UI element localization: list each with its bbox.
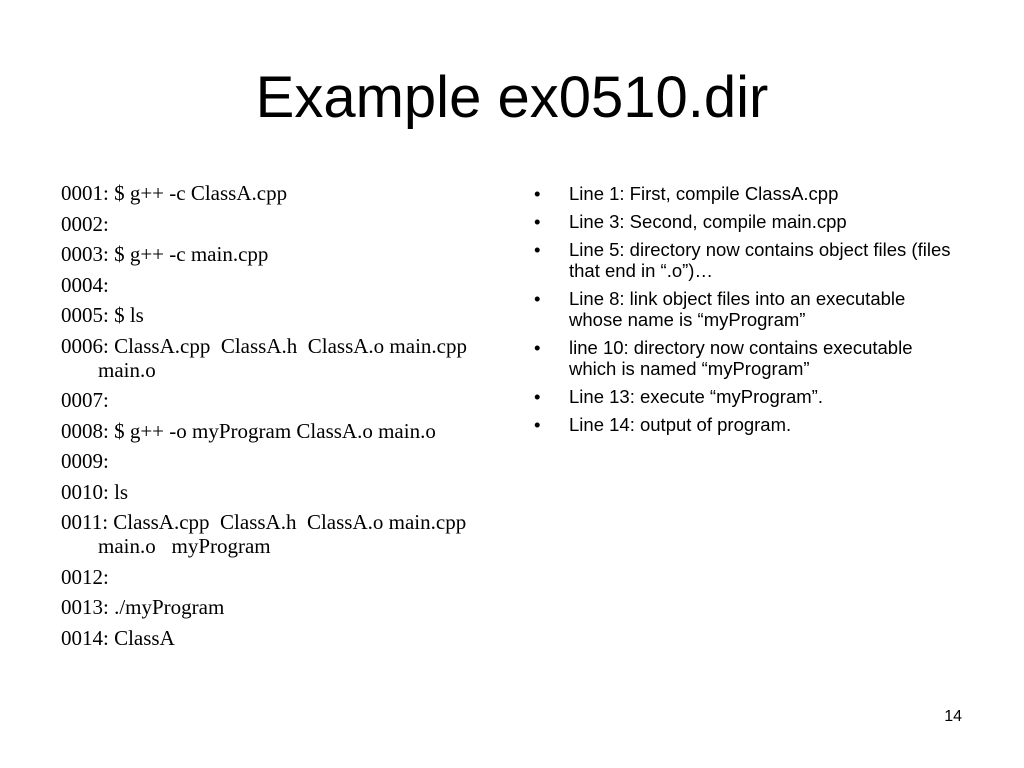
explanation-item [534,414,954,435]
explanation-text: Line 14: output of program. [569,414,792,435]
code-line: 0010: ls [61,479,129,504]
explanation-item [534,183,954,204]
code-listing [61,181,491,656]
bullet-icon: • [534,414,541,435]
code-line: 0002: [61,211,109,236]
code-line: 0003: $ g++ -c main.cpp [61,242,269,266]
code-line: 0011: ClassA.cpp ClassA.h ClassA.o main.cpp main.o myProgram [61,510,477,558]
code-line: 0007: [61,388,109,412]
code-line: 0012: [61,564,109,589]
code-line: 0013: ./myProgram [61,595,225,619]
code-line: 0014: ClassA [61,625,175,650]
code-line: 0001: $ g++ -c ClassA.cpp [61,181,288,205]
explanation-item [534,386,954,407]
bullet-icon: • [534,211,541,232]
explanation-text: Line 3: Second, compile main.cpp [569,211,847,232]
explanation-item [534,288,954,330]
page-number: 14 [944,708,962,725]
code-line: 0009: [61,449,109,473]
explanation-text: Line 8: link object files into an executable whose name is “myProgram” [569,288,906,330]
explanation-item [534,239,954,281]
code-line: 0004: [61,272,109,297]
explanation-text: Line 5: directory now contains object files (files that end in “.o”)… [569,239,951,281]
slide-title: Example ex0510.dir [255,65,769,130]
bullet-icon: • [534,239,541,260]
bullet-icon: • [534,288,541,309]
code-line: 0006: ClassA.cpp ClassA.h ClassA.o main.cpp main.o [61,333,478,382]
explanation-item [534,211,954,232]
bullet-icon: • [534,183,541,204]
explanation-text: Line 1: First, compile ClassA.cpp [569,183,839,204]
code-line: 0005: $ ls [61,303,144,327]
bullet-icon: • [534,386,541,407]
explanation-text: Line 13: execute “myProgram”. [569,386,823,407]
bullet-icon: • [534,337,541,358]
explanation-text: line 10: directory now contains executable which is named “myProgram” [569,337,913,379]
code-line: 0008: $ g++ -o myProgram ClassA.o main.o [61,418,436,443]
explanation-item [534,337,954,379]
explanation-list [534,183,954,442]
